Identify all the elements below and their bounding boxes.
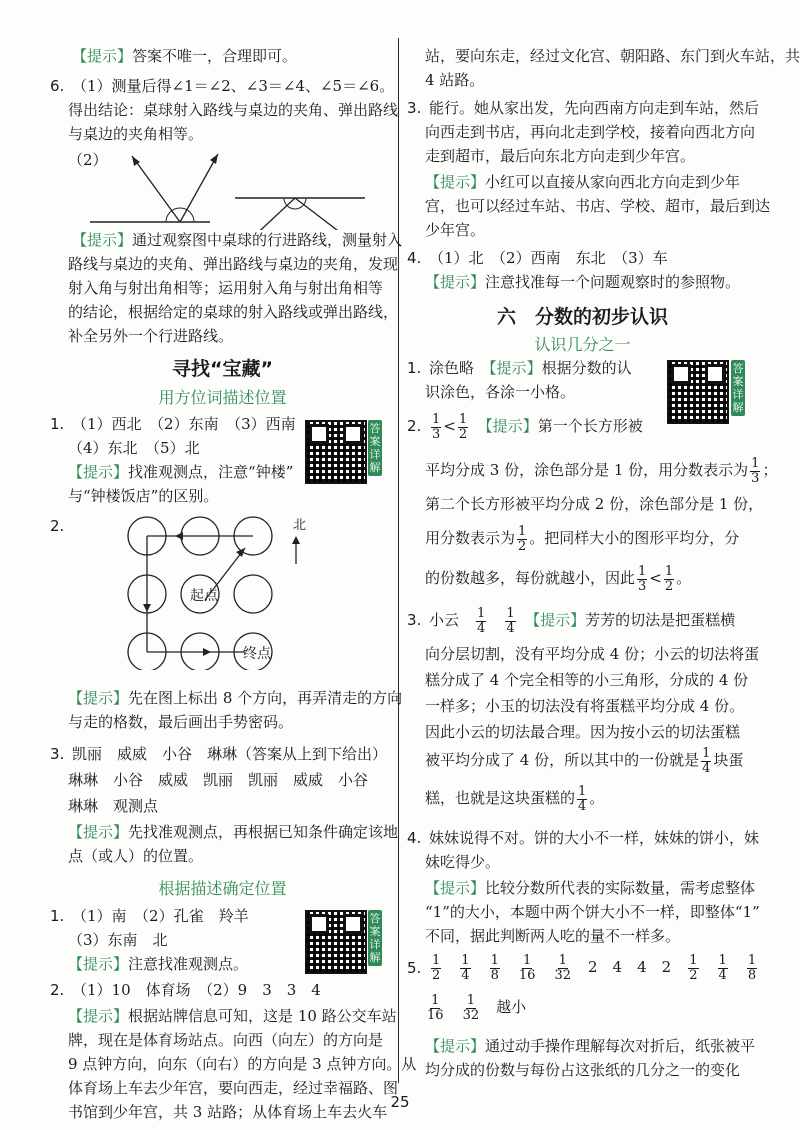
s1q2-number: 2. bbox=[50, 517, 65, 535]
a3-line: 被平均分成了 4 份，所以其中的一份就是 $\frac{1}{4}$ 块蛋 bbox=[425, 745, 744, 776]
q6-tip-line: 补全另外一个行进路线。 bbox=[68, 327, 234, 345]
a3-line: 糕分成了 4 个完全相等的小三角形，分成的 4 份 bbox=[425, 671, 749, 689]
a5-answer: $\frac{1}{16}$ $\frac{1}{32}$ 越小 bbox=[427, 992, 527, 1023]
subsection-title: 用方位词描述位置 bbox=[158, 388, 287, 407]
q3-line: 能行。她从家出发，先向西南方向走到车站，然后 bbox=[429, 99, 760, 117]
q6-line: 得出结论：桌球射入路线与桌边的夹角、弹出路线 bbox=[68, 101, 399, 119]
s2q2-tip-line: 体育场上车去少年宫，要向西走，经过幸福路、图 bbox=[68, 1079, 399, 1097]
s2q1-line: （3）东南 北 bbox=[68, 931, 168, 949]
q6-number: 6. bbox=[50, 77, 65, 95]
a5-answer: $\frac{1}{2}$ $\frac{1}{4}$ $\frac{1}{8}$ $\frac{1}{16}$ $\frac{1}{32}$ 2 4 4 2 $\frac{1}{2}$ $\frac{1}{4}$ $\frac{1}{8}$ bbox=[432, 952, 757, 983]
q6-tip: 【提示】通过观察图中桌球的行进路线，测量射入 bbox=[72, 231, 403, 249]
a3-answer: 小云 $\frac{1}{4}$ $\frac{1}{4}$ 【提示】芳芳的切法是把蛋糕横 bbox=[429, 605, 736, 636]
s1q1-tip: 【提示】找准观测点，注意“钟楼” bbox=[68, 463, 294, 481]
column-divider bbox=[398, 38, 399, 1083]
s1q3-line: 凯丽 威威 小谷 琳琳（答案从上到下给出） bbox=[72, 745, 388, 763]
a2-line: 第二个长方形被平均分成 2 份，涂色部分是 1 份， bbox=[425, 495, 764, 513]
s1q3-tip: 【提示】先找准观测点，再根据已知条件确定该地 bbox=[68, 823, 399, 841]
q4-tip: 【提示】注意找准每一个问题观察时的参照物。 bbox=[425, 273, 741, 291]
a5-tip-line: 均分成的份数与每份占这张纸的几分之一的变化 bbox=[425, 1061, 741, 1079]
page-number: 25 bbox=[390, 1093, 410, 1111]
qr-label: 答案详解 bbox=[732, 362, 744, 414]
s1q1-tip-line: 与“钟楼饭店”的区别。 bbox=[68, 487, 219, 505]
a4-line: 妹吃得少。 bbox=[425, 853, 501, 871]
end-label: 终点 bbox=[243, 646, 271, 662]
north-arrow-icon bbox=[290, 536, 302, 566]
q6-tip-line: 射入角与射出角相等；运用射入角与射出角相等 bbox=[68, 279, 384, 297]
s2q2-tip-line: 牌，现在是体育场站点。向西（向左）的方向是 bbox=[68, 1031, 384, 1049]
q6-line: 与桌边的夹角相等。 bbox=[68, 125, 204, 143]
qr-label: 答案详解 bbox=[369, 912, 381, 964]
s2q2-tip: 【提示】根据站牌信息可知，这是 10 路公交车站 bbox=[68, 1007, 397, 1025]
qr-code[interactable] bbox=[305, 910, 367, 974]
billiard-diagram bbox=[70, 150, 370, 230]
cont-line: 4 站路。 bbox=[425, 71, 485, 89]
qr-label: 答案详解 bbox=[369, 422, 381, 474]
q6-tip-line: 路线与桌边的夹角、弹出路线与桌边的夹角，发现 bbox=[68, 255, 399, 273]
s1q3-line: 琳琳 小谷 威威 凯丽 凯丽 威威 小谷 bbox=[68, 771, 369, 789]
q3-tip: 【提示】小红可以直接从家向西北方向走到少年 bbox=[425, 173, 741, 191]
start-label: 起点 bbox=[190, 588, 218, 604]
s2q1-number: 1. bbox=[50, 907, 65, 925]
a4-tip-line: 不同，据此判断两人吃的量不一样多。 bbox=[425, 927, 681, 945]
q3-tip-line: 少年宫。 bbox=[425, 221, 486, 239]
q3-tip-line: 宫，也可以经过车站、书店、学校、超市，最后到达 bbox=[425, 197, 771, 215]
a4-number: 4. bbox=[407, 829, 422, 847]
q5-tip: 【提示】答案不唯一，合理即可。 bbox=[72, 47, 298, 65]
a2-line: 的份数越多，每份就越小，因此 $\frac{1}{3}$ < $\frac{1}{2}$ 。 bbox=[425, 563, 692, 594]
a2-line: 用分数表示为 $\frac{1}{2}$ 。把同样大小的图形平均分，分 bbox=[425, 523, 740, 554]
s1q3-line: 琳琳 观测点 bbox=[68, 797, 159, 815]
qr-code[interactable] bbox=[667, 360, 729, 424]
a3-line: 糕，也就是这块蛋糕的 $\frac{1}{4}$ 。 bbox=[425, 783, 605, 814]
s2q2-line: （1）10 体育场 （2）9 3 3 4 bbox=[72, 981, 321, 999]
s1q1-line: （1）西北 （2）东南 （3）西南 bbox=[72, 415, 296, 433]
section-title: 寻找“宝藏” bbox=[172, 358, 273, 380]
a3-line: 因此小云的切法最合理。因为按小云的切法蛋糕 bbox=[425, 723, 741, 741]
s1q2-tip: 【提示】先在图上标出 8 个方向，再弄清走的方向 bbox=[68, 689, 403, 707]
north-label: 北 bbox=[293, 518, 307, 533]
s1q3-number: 3. bbox=[50, 745, 65, 763]
q3-number: 3. bbox=[407, 99, 422, 117]
a2-answer: $\frac{1}{3}$ < $\frac{1}{2}$ 【提示】第一个长方形被 bbox=[432, 411, 643, 442]
cont-line: 站，要向东走，经过文化宫、朝阳路、东门到火车站，共 bbox=[425, 47, 800, 65]
s2q1-tip: 【提示】注意找准观测点。 bbox=[68, 955, 249, 973]
a4-tip: 【提示】比较分数所代表的实际数量，需考虑整体 bbox=[425, 879, 756, 897]
q6-line: （2） bbox=[68, 151, 108, 169]
q6-line: （1）测量后得∠1＝∠2、∠3＝∠4、∠5＝∠6。 bbox=[72, 77, 395, 95]
a3-line: 向分层切割，没有平均分成 4 份；小云的切法将蛋 bbox=[425, 645, 760, 663]
a5-tip: 【提示】通过动手操作理解每次对折后，纸张被平 bbox=[425, 1037, 756, 1055]
a2-line: 平均分成 3 份，涂色部分是 1 份，用分数表示为 $\frac{1}{3}$ ； bbox=[425, 455, 778, 486]
subsection-title: 认识几分之一 bbox=[534, 335, 631, 354]
a4-line: 妹妹说得不对。饼的大小不一样，妹妹的饼小，妹 bbox=[429, 829, 760, 847]
s2q1-line: （1）南 （2）孔雀 羚羊 bbox=[72, 907, 249, 925]
a1-line: 涂色略 【提示】根据分数的认 bbox=[429, 359, 632, 377]
s1q3-tip-line: 点（或人）的位置。 bbox=[68, 847, 204, 865]
chapter-title: 六 分数的初步认识 bbox=[496, 306, 668, 328]
q4-line: （1）北 （2）西南 东北 （3）车 bbox=[429, 249, 668, 267]
s2q2-tip-line: 9 点钟方向，向东（向右）的方向是 3 点钟方向。从 bbox=[68, 1055, 417, 1073]
qr-code[interactable] bbox=[305, 420, 367, 484]
a4-tip-line: “1”的大小，本题中两个饼大小不一样，即整体“1” bbox=[425, 903, 760, 921]
s2q2-tip-line: 书馆到少年宫，共 3 站路；从体育场上车去火车 bbox=[68, 1103, 388, 1121]
a2-number: 2. bbox=[407, 417, 422, 435]
s1q2-tip-line: 与走的格数，最后画出手势密码。 bbox=[68, 713, 294, 731]
s1q1-number: 1. bbox=[50, 415, 65, 433]
s2q2-number: 2. bbox=[50, 981, 65, 999]
s1q1-line: （4）东北 （5）北 bbox=[68, 439, 200, 457]
a1-number: 1. bbox=[407, 359, 422, 377]
q3-line: 向西走到书店，再向北走到学校，接着向西北方向 bbox=[425, 123, 756, 141]
a1-line: 识涂色，各涂一小格。 bbox=[425, 383, 576, 401]
a3-line: 一样多；小玉的切法没有将蛋糕平均分成 4 份。 bbox=[425, 697, 745, 715]
subsection-title: 根据描述确定位置 bbox=[158, 879, 287, 898]
a3-number: 3. bbox=[407, 611, 422, 629]
q6-tip-line: 的结论，根据给定的桌球的射入路线或弹出路线， bbox=[68, 303, 399, 321]
a5-number: 5. bbox=[407, 959, 422, 977]
q4-number: 4. bbox=[407, 249, 422, 267]
q3-line: 走到超市，最后向东北方向走到少年宫。 bbox=[425, 147, 696, 165]
